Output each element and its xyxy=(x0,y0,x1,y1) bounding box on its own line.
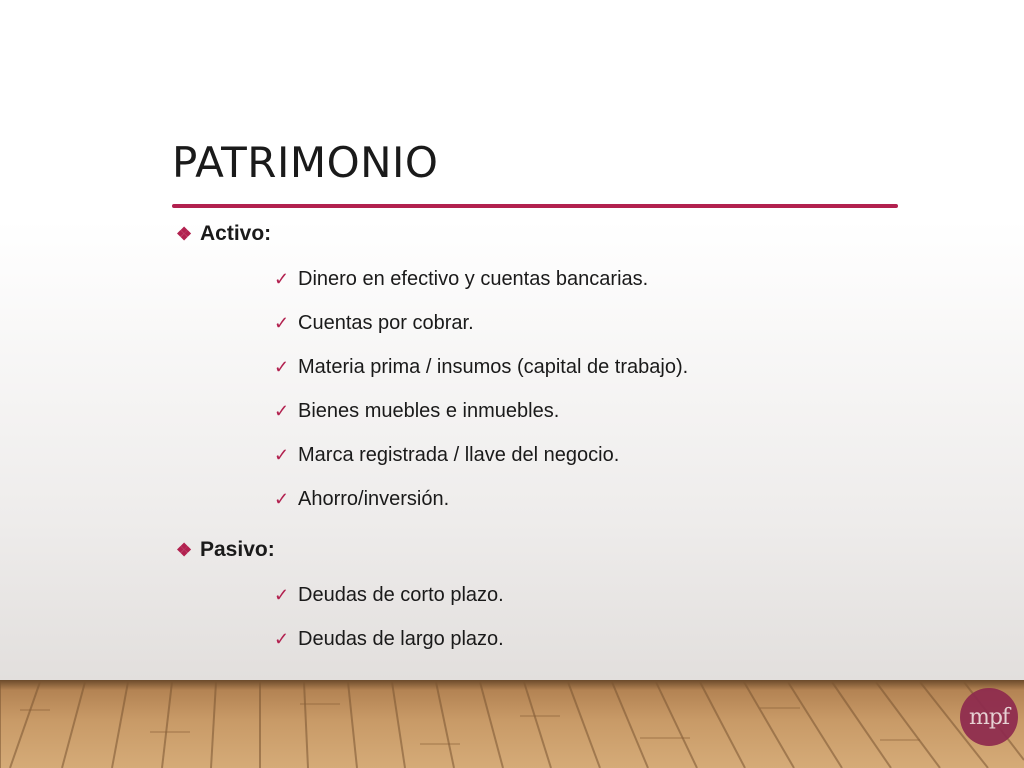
list-item xyxy=(274,584,504,607)
checkmark-icon: ✓ xyxy=(274,269,290,289)
list-item-text: Ahorro/inversión. xyxy=(298,488,450,510)
list-item xyxy=(274,400,559,423)
section-heading-pasivo xyxy=(176,538,275,562)
list-item-text: Marca registrada / llave del negocio. xyxy=(298,444,620,466)
checkmark-icon: ✓ xyxy=(274,585,290,605)
checkmark-icon: ✓ xyxy=(274,357,290,377)
checkmark-icon: ✓ xyxy=(274,629,290,649)
section-heading-activo xyxy=(176,222,271,246)
page-title: PATRIMONIO xyxy=(172,138,439,187)
list-item xyxy=(274,312,474,335)
list-item-text: Materia prima / insumos (capital de trabajo). xyxy=(298,356,689,378)
list-item-text: Deudas de corto plazo. xyxy=(298,584,504,606)
list-item xyxy=(274,356,688,379)
list-item-text: Cuentas por cobrar. xyxy=(298,312,474,334)
list-item xyxy=(274,488,449,511)
checkmark-icon: ✓ xyxy=(274,313,290,333)
logo-text: mpf xyxy=(968,704,1010,730)
section-heading-label: Pasivo: xyxy=(200,538,275,561)
checkmark-icon: ✓ xyxy=(274,489,290,509)
diamond-bullet-icon: ❖ xyxy=(176,539,193,560)
section-heading-label: Activo: xyxy=(200,222,272,245)
list-item xyxy=(274,444,619,467)
wood-floor xyxy=(0,680,1024,768)
mpf-logo xyxy=(960,688,1018,746)
wood-planks xyxy=(0,680,1024,768)
checkmark-icon: ✓ xyxy=(274,401,290,421)
diamond-bullet-icon: ❖ xyxy=(176,223,193,244)
list-item xyxy=(274,268,648,291)
checkmark-icon: ✓ xyxy=(274,445,290,465)
list-item xyxy=(274,628,504,651)
list-item-text: Deudas de largo plazo. xyxy=(298,628,504,650)
list-item-text: Dinero en efectivo y cuentas bancarias. xyxy=(298,268,649,290)
list-item-text: Bienes muebles e inmuebles. xyxy=(298,400,560,422)
title-divider xyxy=(172,204,898,208)
